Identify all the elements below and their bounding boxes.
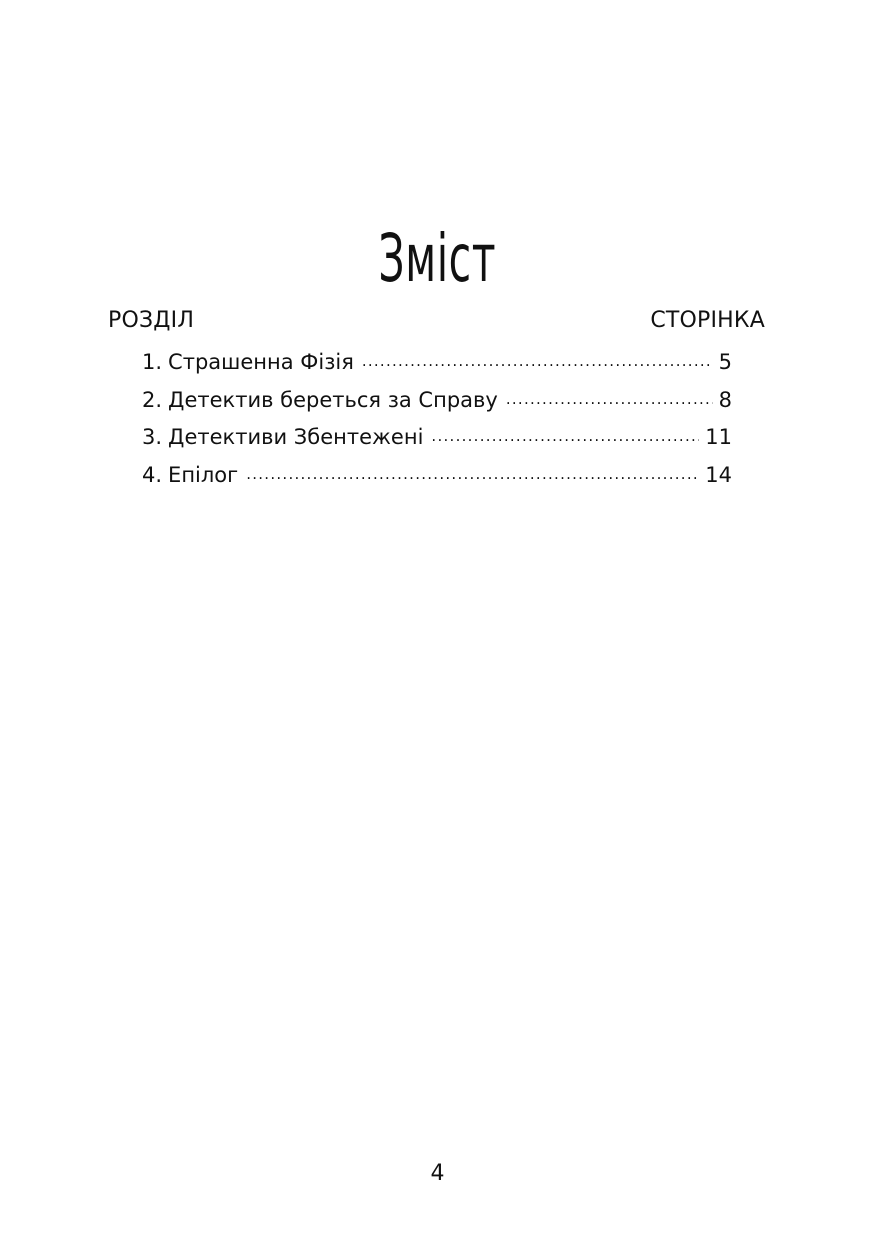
dot-leader: [431, 424, 699, 444]
toc-entry-page: 11: [705, 425, 732, 449]
toc-entry-page: 5: [718, 350, 732, 374]
chapter-column-header: РОЗДІЛ: [108, 308, 195, 333]
dot-leader: [362, 349, 713, 369]
toc-entry-page: 14: [705, 462, 732, 487]
toc-entry-number: 4.: [142, 462, 163, 487]
toc-entry-number: 1.: [142, 350, 163, 374]
toc-entry-title: Епілог: [168, 462, 239, 487]
table-of-contents: [142, 348, 732, 498]
toc-entry-1[interactable]: [142, 348, 732, 386]
toc-entry-2[interactable]: [142, 386, 732, 424]
toc-entry-4[interactable]: [142, 461, 732, 499]
dot-leader: [506, 387, 713, 407]
page-number: 4: [430, 1161, 445, 1186]
dot-leader: [246, 462, 699, 482]
toc-entry-number: 3.: [142, 425, 163, 449]
toc-entry-title: Детективи Збентежені: [168, 425, 424, 449]
toc-entry-title: Детектив береться за Справу: [168, 387, 498, 412]
page-column-header: СТОРІНКА: [650, 308, 765, 333]
page-title: Зміст: [378, 220, 497, 298]
toc-entry-3[interactable]: [142, 423, 732, 461]
toc-entry-page: 8: [718, 387, 732, 412]
toc-entry-title: Страшенна Фізія: [168, 350, 354, 374]
toc-entry-number: 2.: [142, 387, 163, 412]
